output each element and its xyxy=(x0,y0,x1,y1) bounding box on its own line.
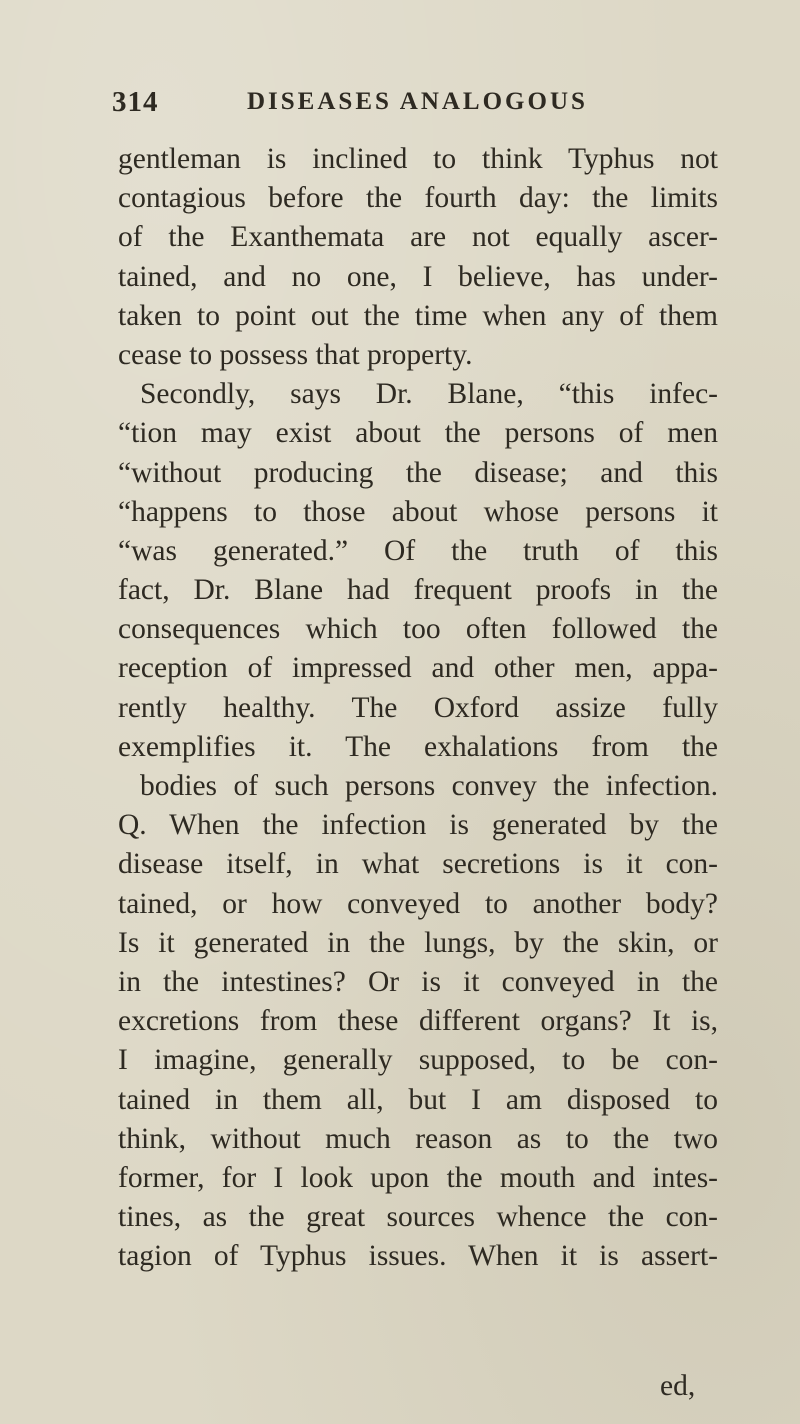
text-line: “happens to those about whose persons it xyxy=(118,495,718,528)
running-title: DISEASES ANALOGOUS xyxy=(247,88,588,115)
text-line: think, without much reason as to the two xyxy=(118,1122,718,1155)
text-line: tagion of Typhus issues. When it is assert- xyxy=(118,1240,718,1273)
text-line: former, for I look upon the mouth and intes- xyxy=(118,1161,718,1194)
text-line: tines, as the great sources whence the con- xyxy=(118,1201,718,1234)
text-line: in the intestines? Or is it conveyed in the xyxy=(118,965,718,998)
text-line: rently healthy. The Oxford assize fully xyxy=(118,691,718,724)
text-line: tained, or how conveyed to another body? xyxy=(118,887,718,920)
text-line: tained, and no one, I believe, has under- xyxy=(118,260,718,293)
catchword: ed, xyxy=(660,1370,696,1402)
running-head xyxy=(112,86,732,126)
text-line: contagious before the fourth day: the limits xyxy=(118,182,718,215)
text-line: “tion may exist about the persons of men xyxy=(118,417,718,450)
text-line: excretions from these different organs? It is, xyxy=(118,1005,718,1038)
text-line: taken to point out the time when any of them xyxy=(118,299,718,332)
text-line: gentleman is inclined to think Typhus not xyxy=(118,143,718,175)
body-text xyxy=(118,140,718,1276)
text-line: cease to possess that property. xyxy=(118,338,473,371)
text-line: bodies of such persons convey the infection. xyxy=(140,770,718,802)
text-line: consequences which too often followed the xyxy=(118,613,718,646)
text-line: Q. When the infection is generated by the xyxy=(118,809,718,842)
text-line: disease itself, in what secretions is it con- xyxy=(118,848,718,881)
text-line: exemplifies it. The exhalations from the xyxy=(118,730,718,763)
text-line: Secondly, says Dr. Blane, “this infec- xyxy=(140,378,718,411)
text-line: fact, Dr. Blane had frequent proofs in the xyxy=(118,574,718,607)
text-line: of the Exanthemata are not equally ascer- xyxy=(118,221,718,254)
page-number: 314 xyxy=(112,86,159,118)
text-line: reception of impressed and other men, appa- xyxy=(118,652,718,685)
text-line: “was generated.” Of the truth of this xyxy=(118,534,718,567)
text-line: “without producing the disease; and this xyxy=(118,456,718,489)
text-line: I imagine, generally supposed, to be con- xyxy=(118,1044,718,1077)
text-line: tained in them all, but I am disposed to xyxy=(118,1083,718,1116)
text-line: Is it generated in the lungs, by the skin, or xyxy=(118,926,718,959)
